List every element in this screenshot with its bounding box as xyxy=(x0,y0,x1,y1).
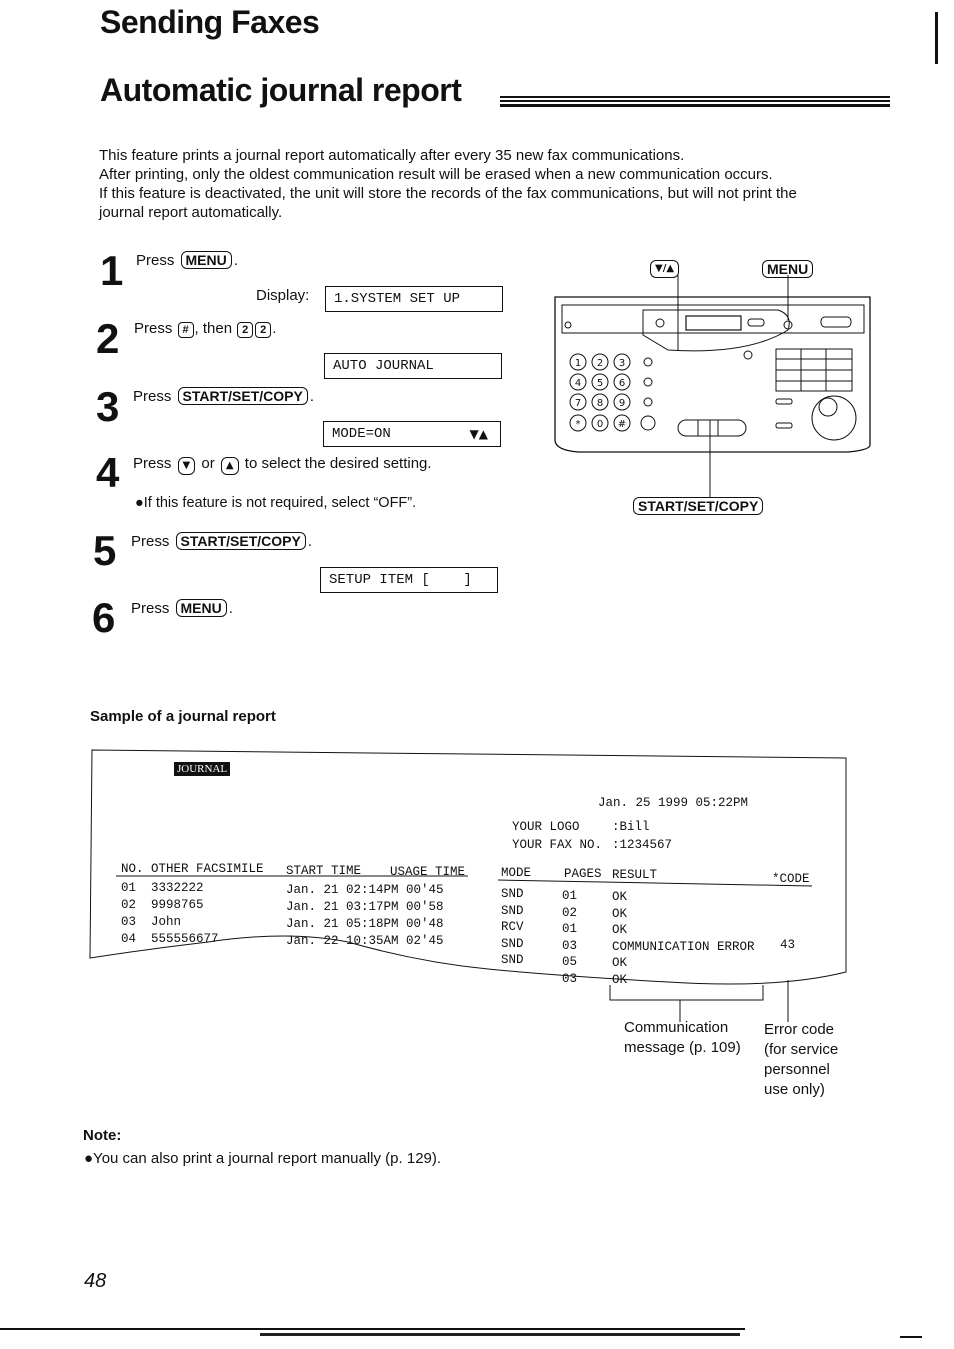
page-title: Automatic journal report xyxy=(100,72,462,108)
svg-text:#: # xyxy=(617,419,627,430)
table-row-mode: SND SND RCV SND SND xyxy=(501,887,524,967)
step-4-bullet: ●If this feature is not required, select “OFF”. xyxy=(135,495,417,511)
step-5-text: Press START/SET/COPY . xyxy=(131,533,312,550)
col-header: RESULT xyxy=(612,868,658,882)
step-number: 3 xyxy=(96,383,120,430)
table-row-result: OK OK OK COMMUNICATION ERROR OK OK xyxy=(612,890,755,987)
step-3-text: Press START/SET/COPY . xyxy=(133,388,314,405)
svg-text:8: 8 xyxy=(596,398,604,409)
step-1-text: Press MENU . xyxy=(136,252,238,269)
intro-text: This feature prints a journal report automatically after every 35 new fax communications. After printing, only the oldest communication result will be erased when a new communication occurs. If this feature is deactivated, the unit will store the records of the fax communications, but will not print the journal report automatically. xyxy=(99,147,797,221)
bottom-rule xyxy=(0,1328,745,1330)
svg-text:7: 7 xyxy=(574,398,582,409)
col-header: OTHER FACSIMILE xyxy=(151,862,264,876)
col-header: NO. xyxy=(121,862,144,876)
lcd-display: SETUP ITEM [ ] xyxy=(320,567,498,593)
comm-callout: Communication message (p. 109) xyxy=(624,1019,741,1056)
bottom-rule xyxy=(260,1333,740,1336)
lcd-display: MODE=ON ▼▲ xyxy=(323,421,501,447)
table-row-times: Jan. 21 02:14PM 00'45 Jan. 21 03:17PM 00'58 Jan. 21 05:18PM 00'48 Jan. 22 10:35AM 02'45 xyxy=(286,883,444,948)
step-number: 2 xyxy=(96,315,120,362)
fax-label: YOUR FAX NO. xyxy=(512,838,603,852)
journal-tag: JOURNAL xyxy=(174,762,230,776)
lcd-display: 1.SYSTEM SET UP xyxy=(325,286,503,312)
step-4-text: Press ▼ or ▲ to select the desired setting. xyxy=(133,455,432,475)
step-number: 1 xyxy=(100,247,124,294)
col-header: USAGE TIME xyxy=(390,865,466,879)
step-6-text: Press MENU . xyxy=(131,600,233,617)
error-code-callout: Error code (for service personnel use only) xyxy=(764,1021,839,1098)
sample-heading: Sample of a journal report xyxy=(90,708,276,725)
title-rule xyxy=(500,96,890,107)
up-key: ▲ xyxy=(221,457,239,475)
svg-text:4: 4 xyxy=(574,378,582,389)
logo-value: :Bill xyxy=(612,820,650,834)
svg-text:9: 9 xyxy=(618,398,626,409)
svg-text:6: 6 xyxy=(618,378,626,389)
down-key: ▼ xyxy=(178,457,196,475)
margin-bar xyxy=(935,12,938,64)
col-header: PAGES xyxy=(564,867,602,881)
col-header: START TIME xyxy=(286,864,362,878)
display-label: Display: xyxy=(256,287,310,304)
lcd-display: AUTO JOURNAL xyxy=(324,353,502,379)
nav-keys-label: ▼/▲ xyxy=(648,259,681,278)
svg-text:0: 0 xyxy=(596,419,604,430)
start-callout: START/SET/COPY xyxy=(631,497,765,516)
note-text: ●You can also print a journal report manually (p. 129). xyxy=(84,1150,442,1167)
note-label: Note: xyxy=(83,1127,122,1144)
start-set-copy-key: START/SET/COPY xyxy=(178,387,308,405)
logo-label: YOUR LOGO xyxy=(512,820,580,834)
digit-key: 2 xyxy=(237,322,253,338)
step-number: 5 xyxy=(93,527,117,574)
col-header: *CODE xyxy=(772,872,810,886)
svg-text:*: * xyxy=(575,419,581,430)
table-row-pages: 01 02 01 03 05 03 xyxy=(562,889,578,986)
svg-text:3: 3 xyxy=(618,358,626,369)
section-title: Sending Faxes xyxy=(100,4,320,40)
menu-key: MENU xyxy=(176,599,227,617)
step-number: 4 xyxy=(96,449,120,496)
report-date: Jan. 25 1999 05:22PM xyxy=(598,796,749,810)
start-set-copy-key: START/SET/COPY xyxy=(176,532,306,550)
svg-text:5: 5 xyxy=(596,378,604,389)
updown-arrows: ▼▲ xyxy=(469,427,488,441)
fax-panel-illustration xyxy=(548,255,878,520)
step-2-text: Press # , then 2 2 . xyxy=(134,320,277,337)
hash-key: # xyxy=(178,322,194,338)
svg-text:1: 1 xyxy=(574,358,582,369)
error-code: 43 xyxy=(780,938,796,952)
fax-value: :1234567 xyxy=(612,838,673,852)
col-header: MODE xyxy=(501,866,532,880)
menu-key: MENU xyxy=(181,251,232,269)
fax-panel-drawing xyxy=(548,255,878,520)
bottom-mark xyxy=(900,1336,922,1338)
menu-callout: MENU xyxy=(760,260,815,279)
digit-key: 2 xyxy=(255,322,271,338)
page-number: 48 xyxy=(84,1270,107,1292)
table-row-left: 01 3332222 02 9998765 03 John 04 555556677 xyxy=(121,881,219,946)
step-number: 6 xyxy=(92,594,116,641)
svg-text:2: 2 xyxy=(596,358,604,369)
journal-report xyxy=(88,744,848,1004)
